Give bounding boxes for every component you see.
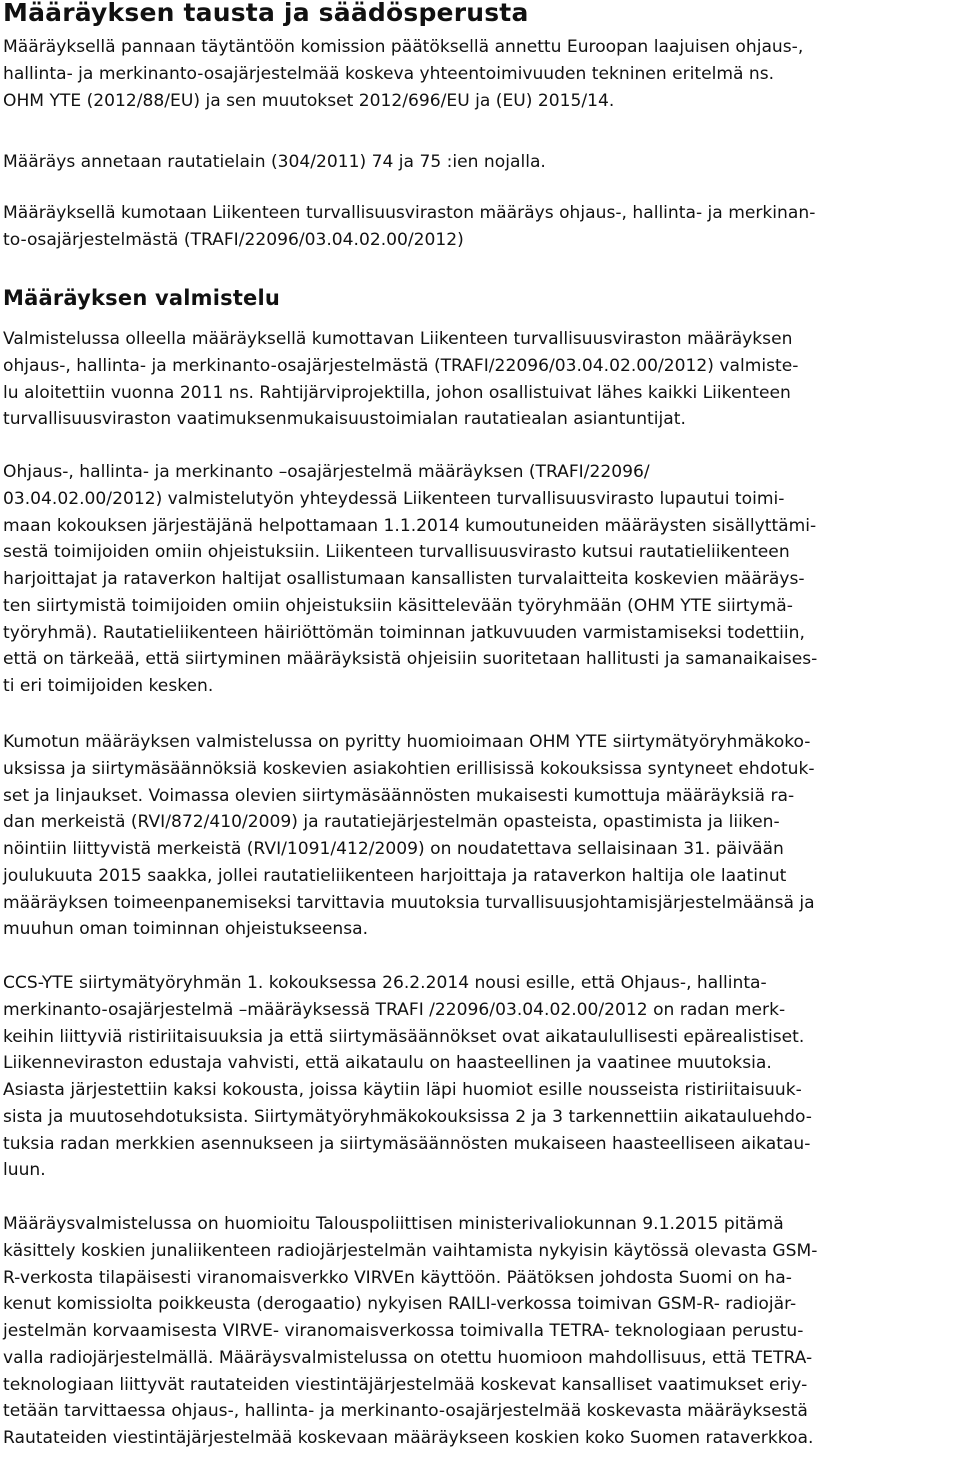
- text-line: muuhun oman toiminnan ohjeistukseensa.: [3, 919, 369, 940]
- text-line: Määräyksellä kumotaan Liikenteen turvallisuusviraston määräys ohjaus-, hallinta- ja merkinan-: [3, 203, 816, 223]
- paragraph-ccs-tsi-meeting: [3, 970, 958, 1184]
- text-line: maan kokouksen järjestäjänä helpottamaan 1.1.2014 kumoutuneiden määräysten sisällyttämi-: [3, 515, 817, 536]
- text-line: Määräyksellä pannaan täytäntöön komission päätöksellä annettu Euroopan laajuisen ohjaus-,: [3, 37, 804, 57]
- text-line: sista ja muutosehdotuksista. Siirtymätyöryhmäkokouksissa 2 ja 3 tarkennettiin aikatauluehdo-: [3, 1106, 812, 1127]
- text-line: Kumotun määräyksen valmistelussa on pyritty huomioimaan OHM YTE siirtymätyöryhmäkoko-: [3, 732, 811, 752]
- text-line: luun.: [3, 1160, 46, 1181]
- paragraph-radio-system: [3, 1211, 958, 1452]
- text-line: kenut komissiolta poikkeusta (derogaatio) nykyisen RAILI-verkossa toimivan GSM-R- radiojär-: [3, 1294, 797, 1315]
- text-line: ten siirtymistä toimijoiden omiin ohjeistuksiin käsittelevään työryhmään (OHM YTE siirtymä-: [3, 595, 793, 616]
- text-line: määräyksen toimeenpanemiseksi tarvittavia muutoksia turvallisuusjohtamisjärjestelmäänsä ja: [3, 892, 815, 913]
- paragraph-preparation-history: [3, 326, 958, 433]
- text-line: 03.04.02.00/2012) valmistelutyön yhteydessä Liikenteen turvallisuusvirasto lupautui toimi-: [3, 488, 785, 509]
- text-line: merkinanto-osajärjestelmä –määräyksessä TRAFI /22096/03.04.02.00/2012 on radan merk-: [3, 999, 786, 1020]
- text-line: lu aloitettiin vuonna 2011 ns. Rahtijärviprojektilla, johon osallistuivat lähes kaikki Liikenteen: [3, 382, 791, 403]
- text-line: OHM YTE (2012/88/EU) ja sen muutokset 2012/696/EU ja (EU) 2015/14.: [3, 90, 615, 111]
- text-line: käsittely koskien junaliikenteen radiojärjestelmän vaihtamista nykyisin käytössä olevasta GSM-: [3, 1240, 818, 1261]
- paragraph-transition-provisions: [3, 729, 958, 943]
- text-line: CCS-YTE siirtymätyöryhmän 1. kokouksessa 26.2.2014 nousi esille, että Ohjaus-, hallinta-: [3, 973, 767, 993]
- text-line: tetään tarvittaessa ohjaus-, hallinta- ja merkinanto-osajärjestelmää koskevasta määräyksestä: [3, 1401, 808, 1422]
- text-line: Liikenneviraston edustaja vahvisti, että aikataulu on haasteellinen ja vaatinee muutoksia.: [3, 1053, 772, 1074]
- paragraph-legal-basis: [3, 149, 958, 176]
- text-line: keihin liittyviä ristiriitaisuuksia ja että siirtymäsäännökset ovat aikataulullisesti epärealistiset.: [3, 1026, 805, 1047]
- text-line: Ohjaus-, hallinta- ja merkinanto –osajärjestelmä määräyksen (TRAFI/22096/: [3, 462, 650, 482]
- paragraph-working-group: [3, 459, 958, 700]
- text-line: nöintiin liittyvistä merkeistä (RVI/1091/412/2009) on noudatettava sellaisinaan 31. päivään: [3, 839, 784, 859]
- text-line: sestä toimijoiden omiin ohjeistuksiin. Liikenteen turvallisuusvirasto kutsui rautatieliikenteen: [3, 542, 790, 563]
- section-heading-preparation: Määräyksen valmistelu: [3, 286, 281, 310]
- text-line: harjoittajat ja rataverkon haltijat osallistumaan kansallisten turvalaitteita koskevien määräys-: [3, 569, 805, 589]
- text-line: set ja linjaukset. Voimassa olevien siirtymäsäännösten mukaisesti kumottuja määräyksiä ra-: [3, 785, 795, 806]
- text-line: valla radiojärjestelmällä. Määräysvalmistelussa on otettu huomioon mahdollisuus, että TETRA-: [3, 1347, 813, 1368]
- text-line: R-verkosta tilapäisesti viranomaisverkko VIRVEn käyttöön. Päätöksen johdosta Suomi on ha-: [3, 1267, 792, 1288]
- text-line: teknologiaan liittyvät rautateiden viestintäjärjestelmää koskevat kansalliset vaatimukset eriy-: [3, 1374, 808, 1395]
- text-line: Valmistelussa olleella määräyksellä kumottavan Liikenteen turvallisuusviraston määräyksen: [3, 329, 793, 349]
- text-line: joulukuuta 2015 saakka, jollei rautatieliikenteen harjoittaja ja rataverkon haltija ole laatinut: [3, 865, 787, 886]
- text-line: dan merkeistä (RVI/872/410/2009) ja rautatiejärjestelmän opasteista, opastimista ja liiken-: [3, 812, 780, 833]
- text-line: Määräys annetaan rautatielain (304/2011) 74 ja 75 :ien nojalla.: [3, 152, 546, 172]
- text-line: Määräysvalmistelussa on huomioitu Talouspoliittisen ministerivaliokunnan 9.1.2015 pitämä: [3, 1214, 784, 1234]
- text-line: hallinta- ja merkinanto-osajärjestelmää koskeva yhteentoimivuuden tekninen eritelmä ns.: [3, 63, 775, 84]
- text-line: ohjaus-, hallinta- ja merkinanto-osajärjestelmästä (TRAFI/22096/03.04.02.00/2012) valmiste-: [3, 355, 799, 376]
- text-line: Asiasta järjestettiin kaksi kokousta, joissa käytiin läpi huomiot esille nousseista ristiriitaisuuk-: [3, 1080, 802, 1100]
- section-heading-background: Määräyksen tausta ja säädösperusta: [3, 0, 529, 27]
- text-line: että on tärkeää, että siirtyminen määräyksistä ohjeisiin suoritetaan hallitusti ja samanaikaises-: [3, 649, 818, 670]
- text-line: työryhmä). Rautatieliikenteen häiriöttömän toiminnan jatkuvuuden varmistamiseksi todettiin,: [3, 622, 805, 643]
- text-line: ti eri toimijoiden kesken.: [3, 676, 214, 696]
- text-line: to-osajärjestelmästä (TRAFI/22096/03.04.02.00/2012): [3, 229, 464, 250]
- paragraph-repeal: [3, 200, 958, 254]
- text-line: uksissa ja siirtymäsäännöksiä koskevien asiakohtien erillisissä kokouksissa syntyneet ehdotuk-: [3, 758, 815, 779]
- paragraph-directive-purpose: [3, 34, 958, 114]
- text-line: tuksia radan merkkien asennukseen ja siirtymäsäännösten mukaiseen haasteelliseen aikatau-: [3, 1133, 811, 1154]
- text-line: Rautateiden viestintäjärjestelmää koskevaan määräykseen koskien koko Suomen rataverkkoa.: [3, 1428, 814, 1448]
- text-line: turvallisuusviraston vaatimuksenmukaisuustoimialan rautatiealan asiantuntijat.: [3, 409, 686, 430]
- text-line: jestelmän korvaamisesta VIRVE- viranomaisverkossa toimivalla TETRA- teknologiaan perustu-: [3, 1321, 804, 1341]
